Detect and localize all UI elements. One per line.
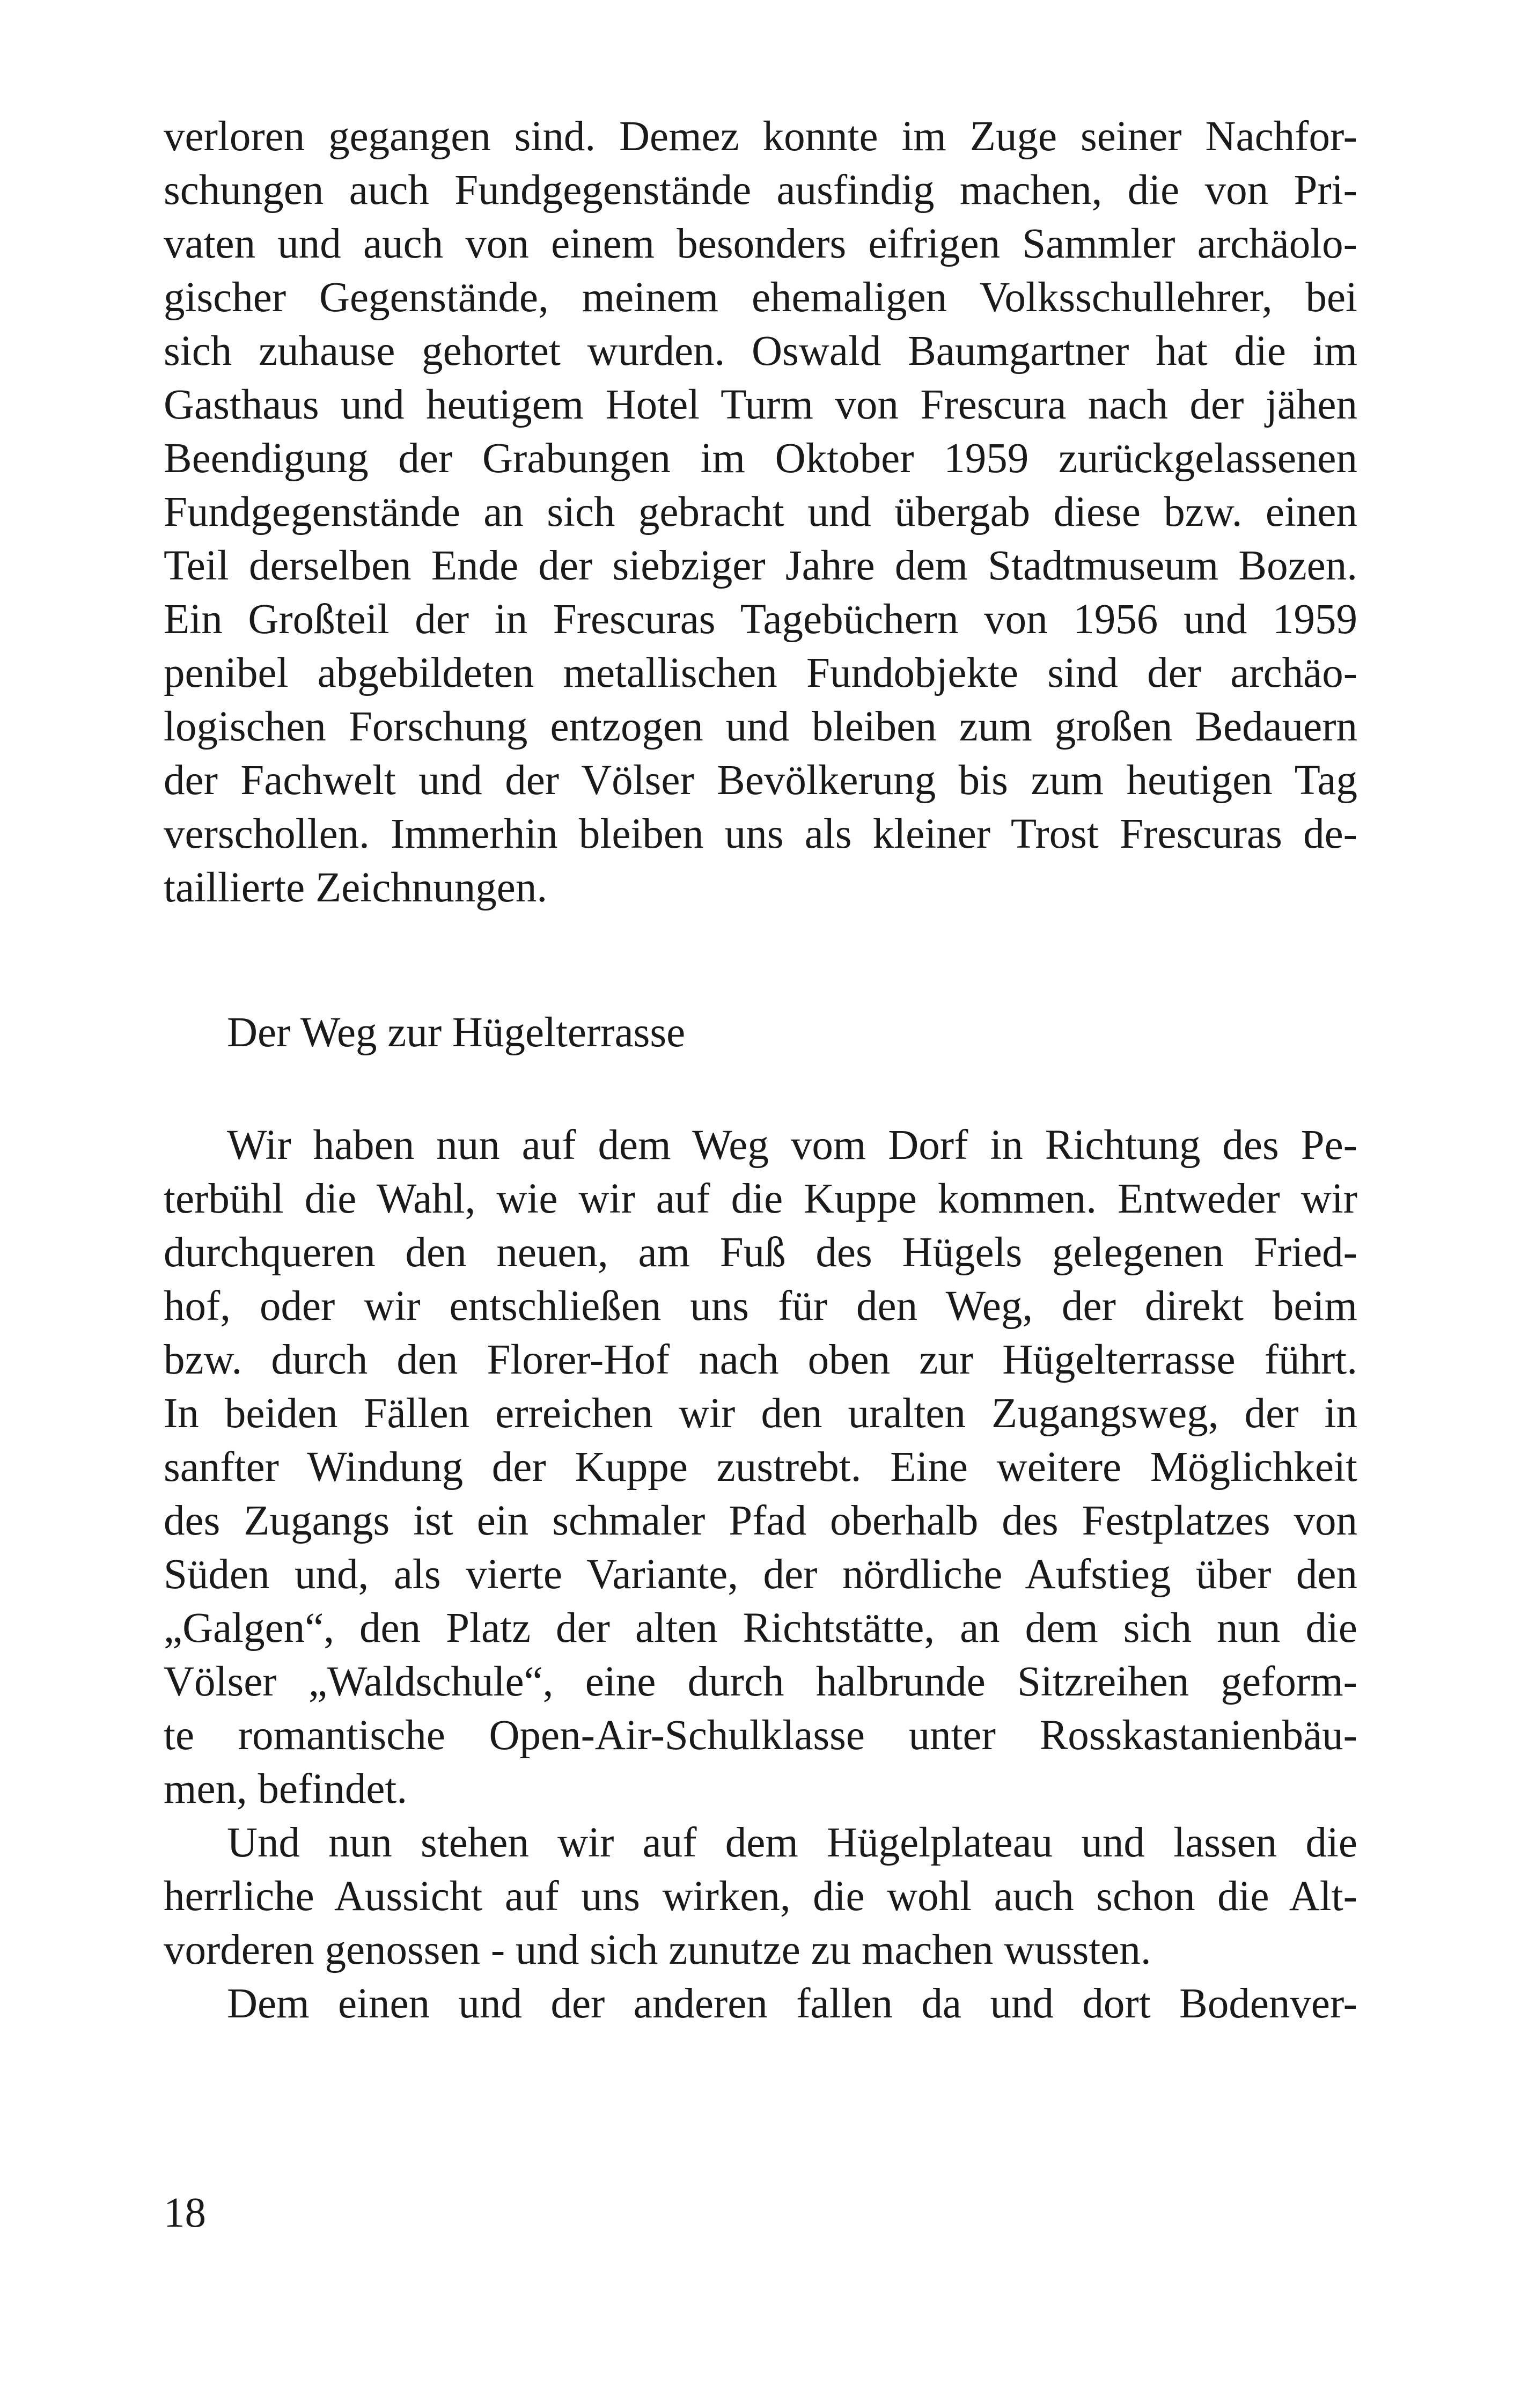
- paragraph-1: [164, 110, 1357, 915]
- paragraph-4: [164, 1977, 1357, 2031]
- text-line: herrliche Aussicht auf uns wirken, die wohl auch schon die Alt-: [164, 1873, 1357, 1920]
- text-line: Fundgegenstände an sich gebracht und übergab diese bzw. einen: [164, 489, 1357, 535]
- text-line: der Fachwelt und der Völser Bevölkerung bis zum heutigen Tag: [164, 757, 1357, 804]
- text-line: verschollen. Immerhin bleiben uns als kleiner Trost Frescuras de-: [164, 811, 1357, 857]
- text-line: sich zuhause gehortet wurden. Oswald Baumgartner hat die im: [164, 328, 1357, 375]
- text-line: Und nun stehen wir auf dem Hügelplateau und lassen die: [227, 1819, 1357, 1866]
- text-line: verloren gegangen sind. Demez konnte im Zuge seiner Nachfor-: [164, 113, 1357, 160]
- text-line: „Galgen“, den Platz der alten Richtstätte, an dem sich nun die: [164, 1605, 1357, 1651]
- text-line: te romantische Open-Air-Schulklasse unter Rosskastanienbäu-: [164, 1712, 1357, 1759]
- paragraph-3: [164, 1816, 1357, 1977]
- text-line: penibel abgebildeten metallischen Fundobjekte sind der archäo-: [164, 650, 1357, 696]
- text-line: schungen auch Fundgegenstände ausfindig machen, die von Pri-: [164, 167, 1357, 214]
- text-line: Wir haben nun auf dem Weg vom Dorf in Richtung des Pe-: [227, 1122, 1357, 1169]
- text-line: taillierte Zeichnungen.: [164, 864, 548, 911]
- page-number: 18: [164, 2190, 206, 2236]
- text-line: Teil derselben Ende der siebziger Jahre dem Stadtmuseum Bozen.: [164, 542, 1357, 589]
- text-line: hof, oder wir entschließen uns für den Weg, der direkt beim: [164, 1283, 1357, 1330]
- text-line: terbühl die Wahl, wie wir auf die Kuppe kommen. Entweder wir: [164, 1176, 1357, 1222]
- text-line: logischen Forschung entzogen und bleiben zum großen Bedauern: [164, 703, 1357, 750]
- text-line: durchqueren den neuen, am Fuß des Hügels gelegenen Fried-: [164, 1229, 1357, 1276]
- text-line: men, befindet.: [164, 1766, 408, 1812]
- text-line: vorderen genossen - und sich zunutze zu machen wussten.: [164, 1927, 1151, 1973]
- text-line: In beiden Fällen erreichen wir den uralten Zugangsweg, der in: [164, 1390, 1357, 1437]
- text-line: Dem einen und der anderen fallen da und dort Bodenver-: [227, 1980, 1357, 2027]
- section-heading: Der Weg zur Hügelterrasse: [227, 1009, 686, 1056]
- text-line: Völser „Waldschule“, eine durch halbrunde Sitzreihen geform-: [164, 1658, 1357, 1705]
- text-line: gischer Gegenstände, meinem ehemaligen Volksschullehrer, bei: [164, 274, 1357, 321]
- text-line: Beendigung der Grabungen im Oktober 1959 zurückgelassenen: [164, 435, 1357, 482]
- text-line: des Zugangs ist ein schmaler Pfad oberhalb des Festplatzes von: [164, 1497, 1357, 1544]
- paragraph-2: [164, 1119, 1357, 1816]
- text-line: Süden und, als vierte Variante, der nördliche Aufstieg über den: [164, 1551, 1357, 1598]
- text-line: Gasthaus und heutigem Hotel Turm von Frescura nach der jähen: [164, 381, 1357, 428]
- text-line: sanfter Windung der Kuppe zustrebt. Eine weitere Möglichkeit: [164, 1444, 1357, 1491]
- text-line: vaten und auch von einem besonders eifrigen Sammler archäolo-: [164, 221, 1357, 267]
- text-line: Ein Großteil der in Frescuras Tagebüchern von 1956 und 1959: [164, 596, 1357, 643]
- text-line: bzw. durch den Florer-Hof nach oben zur Hügelterrasse führt.: [164, 1337, 1357, 1383]
